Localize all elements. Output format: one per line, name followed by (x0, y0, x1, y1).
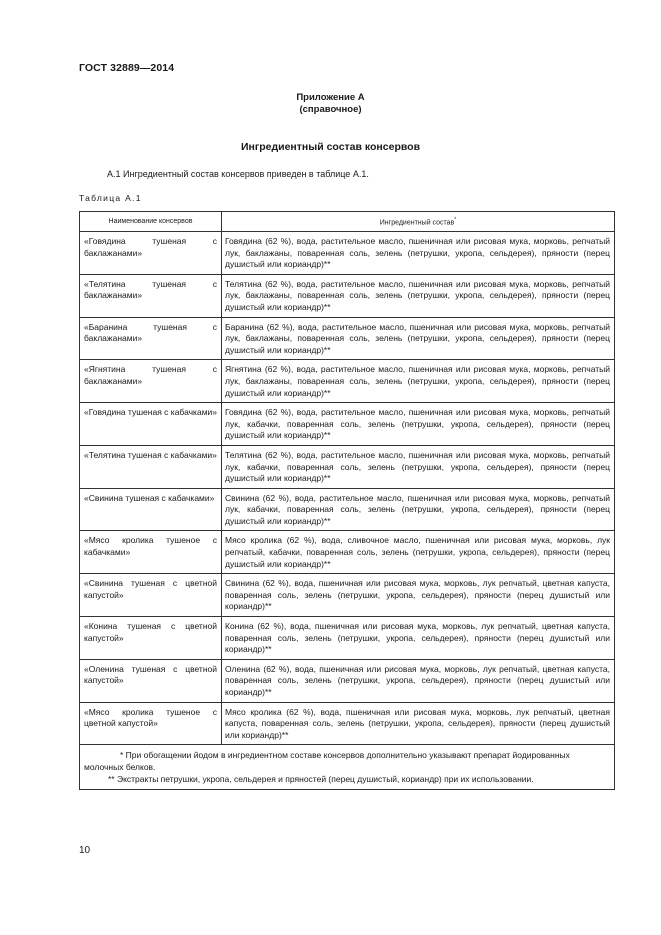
composition-cell: Мясо кролика (62 %), вода, пшеничная или рисовая мука, морковь, лук репчатый, цветная капуста, поваренная соль, зелень (петрушки, укропа, сельдерея), пряности (перец душистый или кориандр)** (222, 702, 615, 745)
composition-cell: Мясо кролика (62 %), вода, сливочное масло, пшеничная или рисовая мука, морковь, лук репчатый, кабачки, поваренная соль, зелень (петрушки, укропа, сельдерея), пряности (перец душистый или кориандр)** (222, 531, 615, 574)
table-row (80, 659, 615, 702)
table-body (80, 232, 615, 745)
product-name-cell: «Телятина тушеная с кабачками» (80, 445, 222, 488)
product-name-cell: «Оленина тушеная с цветной капустой» (80, 659, 222, 702)
product-name-cell: «Мясо кролика тушеное с цветной капустой» (80, 702, 222, 745)
product-name-cell: «Телятина тушеная с баклажанами» (80, 274, 222, 317)
composition-cell: Баранина (62 %), вода, растительное масло, пшеничная или рисовая мука, морковь, репчатый лук, баклажаны, поваренная соль, зелень (петрушки, укропа, сельдерея), пряности (перец душистый или кориандр)** (222, 317, 615, 360)
composition-cell: Свинина (62 %), вода, растительное масло, пшеничная или рисовая мука, морковь, репчатый лук, кабачки, поваренная соль, зелень (петрушки, укропа, сельдерея), пряности (перец душистый или кориандр)** (222, 488, 615, 531)
footnotes-row (80, 745, 615, 790)
table-row (80, 274, 615, 317)
appendix-title: Приложение А (296, 92, 365, 103)
composition-cell: Свинина (62 %), вода, пшеничная или рисовая мука, морковь, лук репчатый, цветная капуста, поваренная соль, зелень (петрушки, укропа, сельдерея), пряности (перец душистый или кориандр)** (222, 574, 615, 617)
footnotes-cell (80, 745, 615, 790)
page-number: 10 (79, 845, 91, 856)
composition-cell: Телятина (62 %), вода, растительное масло, пшеничная или рисовая мука, морковь, репчатый лук, баклажаны, поваренная соль, зелень (петрушки, укропа, сельдерея), пряности (перец душистый или кориандр)** (222, 274, 615, 317)
section-title: Ингредиентный состав консервов (240, 141, 421, 153)
product-name-cell: «Свинина тушеная с цветной капустой» (80, 574, 222, 617)
composition-cell: Ягнятина (62 %), вода, растительное масло, пшеничная или рисовая мука, морковь, репчатый лук, баклажаны, поваренная соль, зелень (петрушки, укропа, сельдерея), пряности (перец душистый или кориандр)** (222, 360, 615, 403)
table-row (80, 445, 615, 488)
column-header-product-name: Наименование консервов (80, 212, 222, 232)
section-intro: А.1 Ингредиентный состав консервов приведен в таблице А.1. (107, 169, 369, 179)
appendix-subtitle: (справочное) (299, 104, 362, 115)
product-name-cell: «Мясо кролика тушеное с кабачками» (80, 531, 222, 574)
table-row (80, 232, 615, 275)
table-row (80, 360, 615, 403)
document-code: ГОСТ 32889—2014 (79, 62, 175, 74)
footnote-1: * При обогащении йодом в ингредиентном составе консервов дополнительно указывают препарат йодированных молочных белков. (84, 750, 570, 772)
table-label: Таблица А.1 (79, 193, 142, 203)
table-row (80, 617, 615, 660)
composition-cell: Телятина (62 %), вода, растительное масло, пшеничная или рисовая мука, морковь, репчатый лук, кабачки, поваренная соль, зелень (петрушки, укропа, сельдерея), пряности (перец душистый или кориандр)** (222, 445, 615, 488)
table-row (80, 488, 615, 531)
table-row (80, 403, 615, 446)
footnote-mark: * (454, 216, 457, 223)
composition-cell: Конина (62 %), вода, пшеничная или рисовая мука, морковь, лук репчатый, цветная капуста, поваренная соль, зелень (петрушки, укропа, сельдерея), пряности (перец душистый или кориандр)** (222, 617, 615, 660)
product-name-cell: «Говядина тушеная с баклажанами» (80, 232, 222, 275)
product-name-cell: «Баранина тушеная с баклажанами» (80, 317, 222, 360)
product-name-cell: «Свинина тушеная с кабачками» (80, 488, 222, 531)
composition-cell: Оленина (62 %), вода, пшеничная или рисовая мука, морковь, лук репчатый, цветная капуста, поваренная соль, зелень (петрушки, укропа, сельдерея), пряности (перец душистый или кориандр)** (222, 659, 615, 702)
column-header-composition: Ингредиентный состав* (222, 212, 615, 232)
table-row (80, 702, 615, 745)
product-name-cell: «Говядина тушеная с кабачками» (80, 403, 222, 446)
ingredients-table-container (79, 211, 614, 790)
table-header-row (80, 212, 615, 232)
composition-cell: Говядина (62 %), вода, растительное масло, пшеничная или рисовая мука, морковь, репчатый лук, кабачки, поваренная соль, зелень (петрушки, укропа, сельдерея), пряности (перец душистый или кориандр)** (222, 403, 615, 446)
ingredients-table (79, 211, 615, 790)
product-name-cell: «Ягнятина тушеная с баклажанами» (80, 360, 222, 403)
table-row (80, 574, 615, 617)
composition-cell: Говядина (62 %), вода, растительное масло, пшеничная или рисовая мука, морковь, репчатый лук, баклажаны, поваренная соль, зелень (петрушки, укропа, сельдерея), пряности (перец душистый или кориандр)** (222, 232, 615, 275)
product-name-cell: «Конина тушеная с цветной капустой» (80, 617, 222, 660)
table-row (80, 317, 615, 360)
footnote-2: ** Экстракты петрушки, укропа, сельдерея и пряностей (перец душистый, кориандр) при их использовании. (108, 773, 534, 784)
table-row (80, 531, 615, 574)
